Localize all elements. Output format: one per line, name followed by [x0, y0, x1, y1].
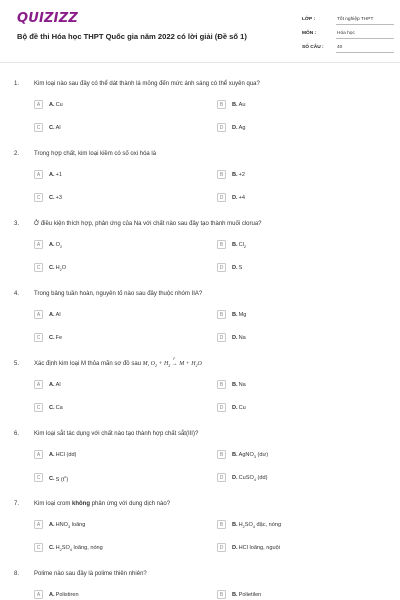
option-letter-box: D — [217, 123, 226, 132]
option-letter-box: D — [217, 193, 226, 202]
option-text-tail: (dd) — [255, 474, 268, 481]
option-letter: D. — [232, 264, 238, 271]
option-letter-box: B — [217, 240, 226, 249]
question-text: Kim loại nào sau đây có thể dát thành lá mỏng đến mức ánh sáng có thể xuyên qua? — [34, 81, 260, 87]
option-text: Polistiren — [55, 591, 79, 598]
option-letter-box: D — [217, 333, 226, 342]
option-text: Cl — [238, 241, 244, 248]
meta-count-key: SỐ CÂU : — [302, 45, 324, 50]
option-letter: B. — [232, 101, 238, 108]
option-letter: D. — [232, 334, 238, 341]
meta-grade-line — [336, 24, 394, 25]
option-text-tail: loãng — [70, 521, 86, 528]
question-text: Trong hợp chất, kim loại kiềm có số oxi hóa là — [34, 151, 157, 157]
option-letter-box: D — [217, 263, 226, 272]
option-letter: B. — [232, 311, 238, 318]
question-text: Kim loại sắt tác dụng với chất nào tạo thành hợp chất sắt(III)? — [34, 431, 199, 437]
question-text: Polime nào sau đây là polime thiên nhiên? — [34, 571, 147, 577]
option-subscript: 2 — [59, 244, 63, 249]
option-letter: A. — [49, 381, 55, 388]
option-text: HCl loãng, nguội — [238, 544, 280, 551]
option-letter: C. — [49, 544, 55, 551]
option-text: Na — [238, 381, 246, 388]
option-letter: B. — [232, 591, 238, 598]
option-letter: C. — [49, 264, 55, 271]
meta-subject-line — [336, 38, 394, 39]
reaction-arrow: t° → — [171, 357, 178, 367]
option-letter: D. — [232, 544, 238, 551]
option-text-tail: (dư) — [255, 451, 269, 458]
question-number: 6. — [14, 431, 20, 437]
option-letter-box: B — [217, 170, 226, 179]
header-divider — [0, 62, 400, 63]
option-text: AgNO — [238, 451, 254, 458]
emphasis-not: không — [72, 501, 91, 507]
question-number: 4. — [14, 291, 20, 297]
meta-grade-value: Tốt nghiệp THPT — [337, 17, 374, 22]
question-text: Ở điều kiện thích hợp, phản ứng của Na với chất nào sau đây tạo thành muối clorua? — [34, 221, 262, 227]
option-letter: C. — [49, 476, 55, 483]
meta-subject-value: Hóa học — [337, 31, 355, 36]
reaction-formula: M, $O_2 + H_2$ t° → $M + H_2O$ — [142, 357, 202, 369]
option-letter-box: A — [34, 590, 43, 599]
option-letter: A. — [49, 521, 55, 528]
option-text: Ag — [238, 124, 246, 131]
option-text: H — [238, 521, 243, 528]
option-letter-box: B — [217, 450, 226, 459]
question-number: 3. — [14, 221, 20, 227]
option-letter-box: B — [217, 520, 226, 529]
option-letter-box: A — [34, 170, 43, 179]
option-letter-box: B — [217, 100, 226, 109]
option-letter-box: A — [34, 310, 43, 319]
option-letter: D. — [232, 124, 238, 131]
option-letter-box: C — [34, 193, 43, 202]
meta-subject-key: MÔN : — [302, 31, 317, 36]
option-superscript: o — [64, 474, 67, 479]
option-subscript: 2 — [59, 267, 62, 272]
option-letter: B. — [232, 521, 238, 528]
option-letter: A. — [49, 241, 55, 248]
option-letter: B. — [232, 451, 238, 458]
option-letter-box: C — [34, 333, 43, 342]
option-letter-box: C — [34, 263, 43, 272]
option-letter: B. — [232, 171, 238, 178]
option-text: H — [55, 264, 60, 271]
option-letter: D. — [232, 194, 238, 201]
question-number: 8. — [14, 571, 20, 577]
option-text: Polietilen — [238, 591, 262, 598]
option-letter-box: D — [217, 473, 226, 482]
option-letter: D. — [232, 404, 238, 411]
option-letter: A. — [49, 311, 55, 318]
option-letter: C. — [49, 194, 55, 201]
document-header — [0, 0, 400, 62]
meta-grade-key: LỚP : — [302, 17, 316, 22]
option-subscript: 2 — [243, 244, 247, 249]
option-letter-box: D — [217, 543, 226, 552]
option-text-tail: ) — [66, 476, 69, 483]
option-letter-box: C — [34, 123, 43, 132]
question-number: 1. — [14, 81, 20, 87]
option-text-tail: O — [61, 264, 67, 271]
option-letter-box: A — [34, 240, 43, 249]
option-letter-box: C — [34, 473, 43, 482]
question-text: Xác định kim loại M thỏa mãn sơ đồ sau — [34, 361, 141, 367]
question-number: 7. — [14, 501, 20, 507]
option-text: +3 — [55, 194, 62, 201]
option-letter: C. — [49, 334, 55, 341]
option-letter: A. — [49, 171, 55, 178]
option-text: Au — [238, 101, 246, 108]
question-number: 2. — [14, 151, 20, 157]
option-letter-box: B — [217, 310, 226, 319]
option-letter: B. — [232, 241, 238, 248]
meta-count-line — [336, 52, 394, 53]
option-text: +2 — [238, 171, 245, 178]
option-text: Al — [55, 311, 61, 318]
option-letter: D. — [232, 474, 238, 481]
option-text: HNO — [55, 521, 69, 528]
quizizz-logo: QUIZIZZ — [17, 11, 78, 26]
option-text: Al — [55, 381, 61, 388]
option-subscript: 4 — [253, 477, 256, 482]
option-letter: C. — [49, 404, 55, 411]
option-letter: C. — [49, 124, 55, 131]
document-title: Bộ đề thi Hóa học THPT Quốc gia năm 2022 có lời giải (Đề số 1) — [17, 32, 247, 41]
option-letter-box: A — [34, 380, 43, 389]
option-text: Ca — [55, 404, 63, 411]
option-letter-box: A — [34, 100, 43, 109]
option-text: Cu — [238, 404, 246, 411]
option-letter-box: C — [34, 403, 43, 412]
option-letter-box: C — [34, 543, 43, 552]
option-text: Na — [238, 334, 246, 341]
option-text: S — [238, 264, 243, 271]
option-text: S (t — [55, 476, 65, 483]
meta-count-value: 40 — [337, 45, 343, 50]
option-letter-box: D — [217, 403, 226, 412]
question-text: Kim loại crom không phản ứng với dung dịch nào? — [34, 501, 171, 507]
option-text: Cu — [55, 101, 63, 108]
option-letter: A. — [49, 101, 55, 108]
option-text: Mg — [238, 311, 247, 318]
option-letter: A. — [49, 451, 55, 458]
option-subscript: 3 — [68, 524, 71, 529]
option-text: O — [55, 241, 60, 248]
option-subscript: 3 — [253, 454, 256, 459]
option-letter-box: B — [217, 380, 226, 389]
option-text: H — [55, 544, 60, 551]
option-text: Fe — [55, 334, 63, 341]
option-text: Al — [55, 124, 61, 131]
option-letter: A. — [49, 591, 55, 598]
question-number: 5. — [14, 361, 20, 367]
question-text: Trong bảng tuần hoàn, nguyên tố nào sau đây thuộc nhóm IIA? — [34, 291, 203, 297]
option-letter-box: A — [34, 520, 43, 529]
option-text: HCl (dd) — [55, 451, 77, 458]
option-text: +1 — [55, 171, 62, 178]
option-letter-box: A — [34, 450, 43, 459]
option-text: +4 — [238, 194, 245, 201]
option-text: CuSO — [238, 474, 254, 481]
option-letter: B. — [232, 381, 238, 388]
option-letter-box: B — [217, 590, 226, 599]
